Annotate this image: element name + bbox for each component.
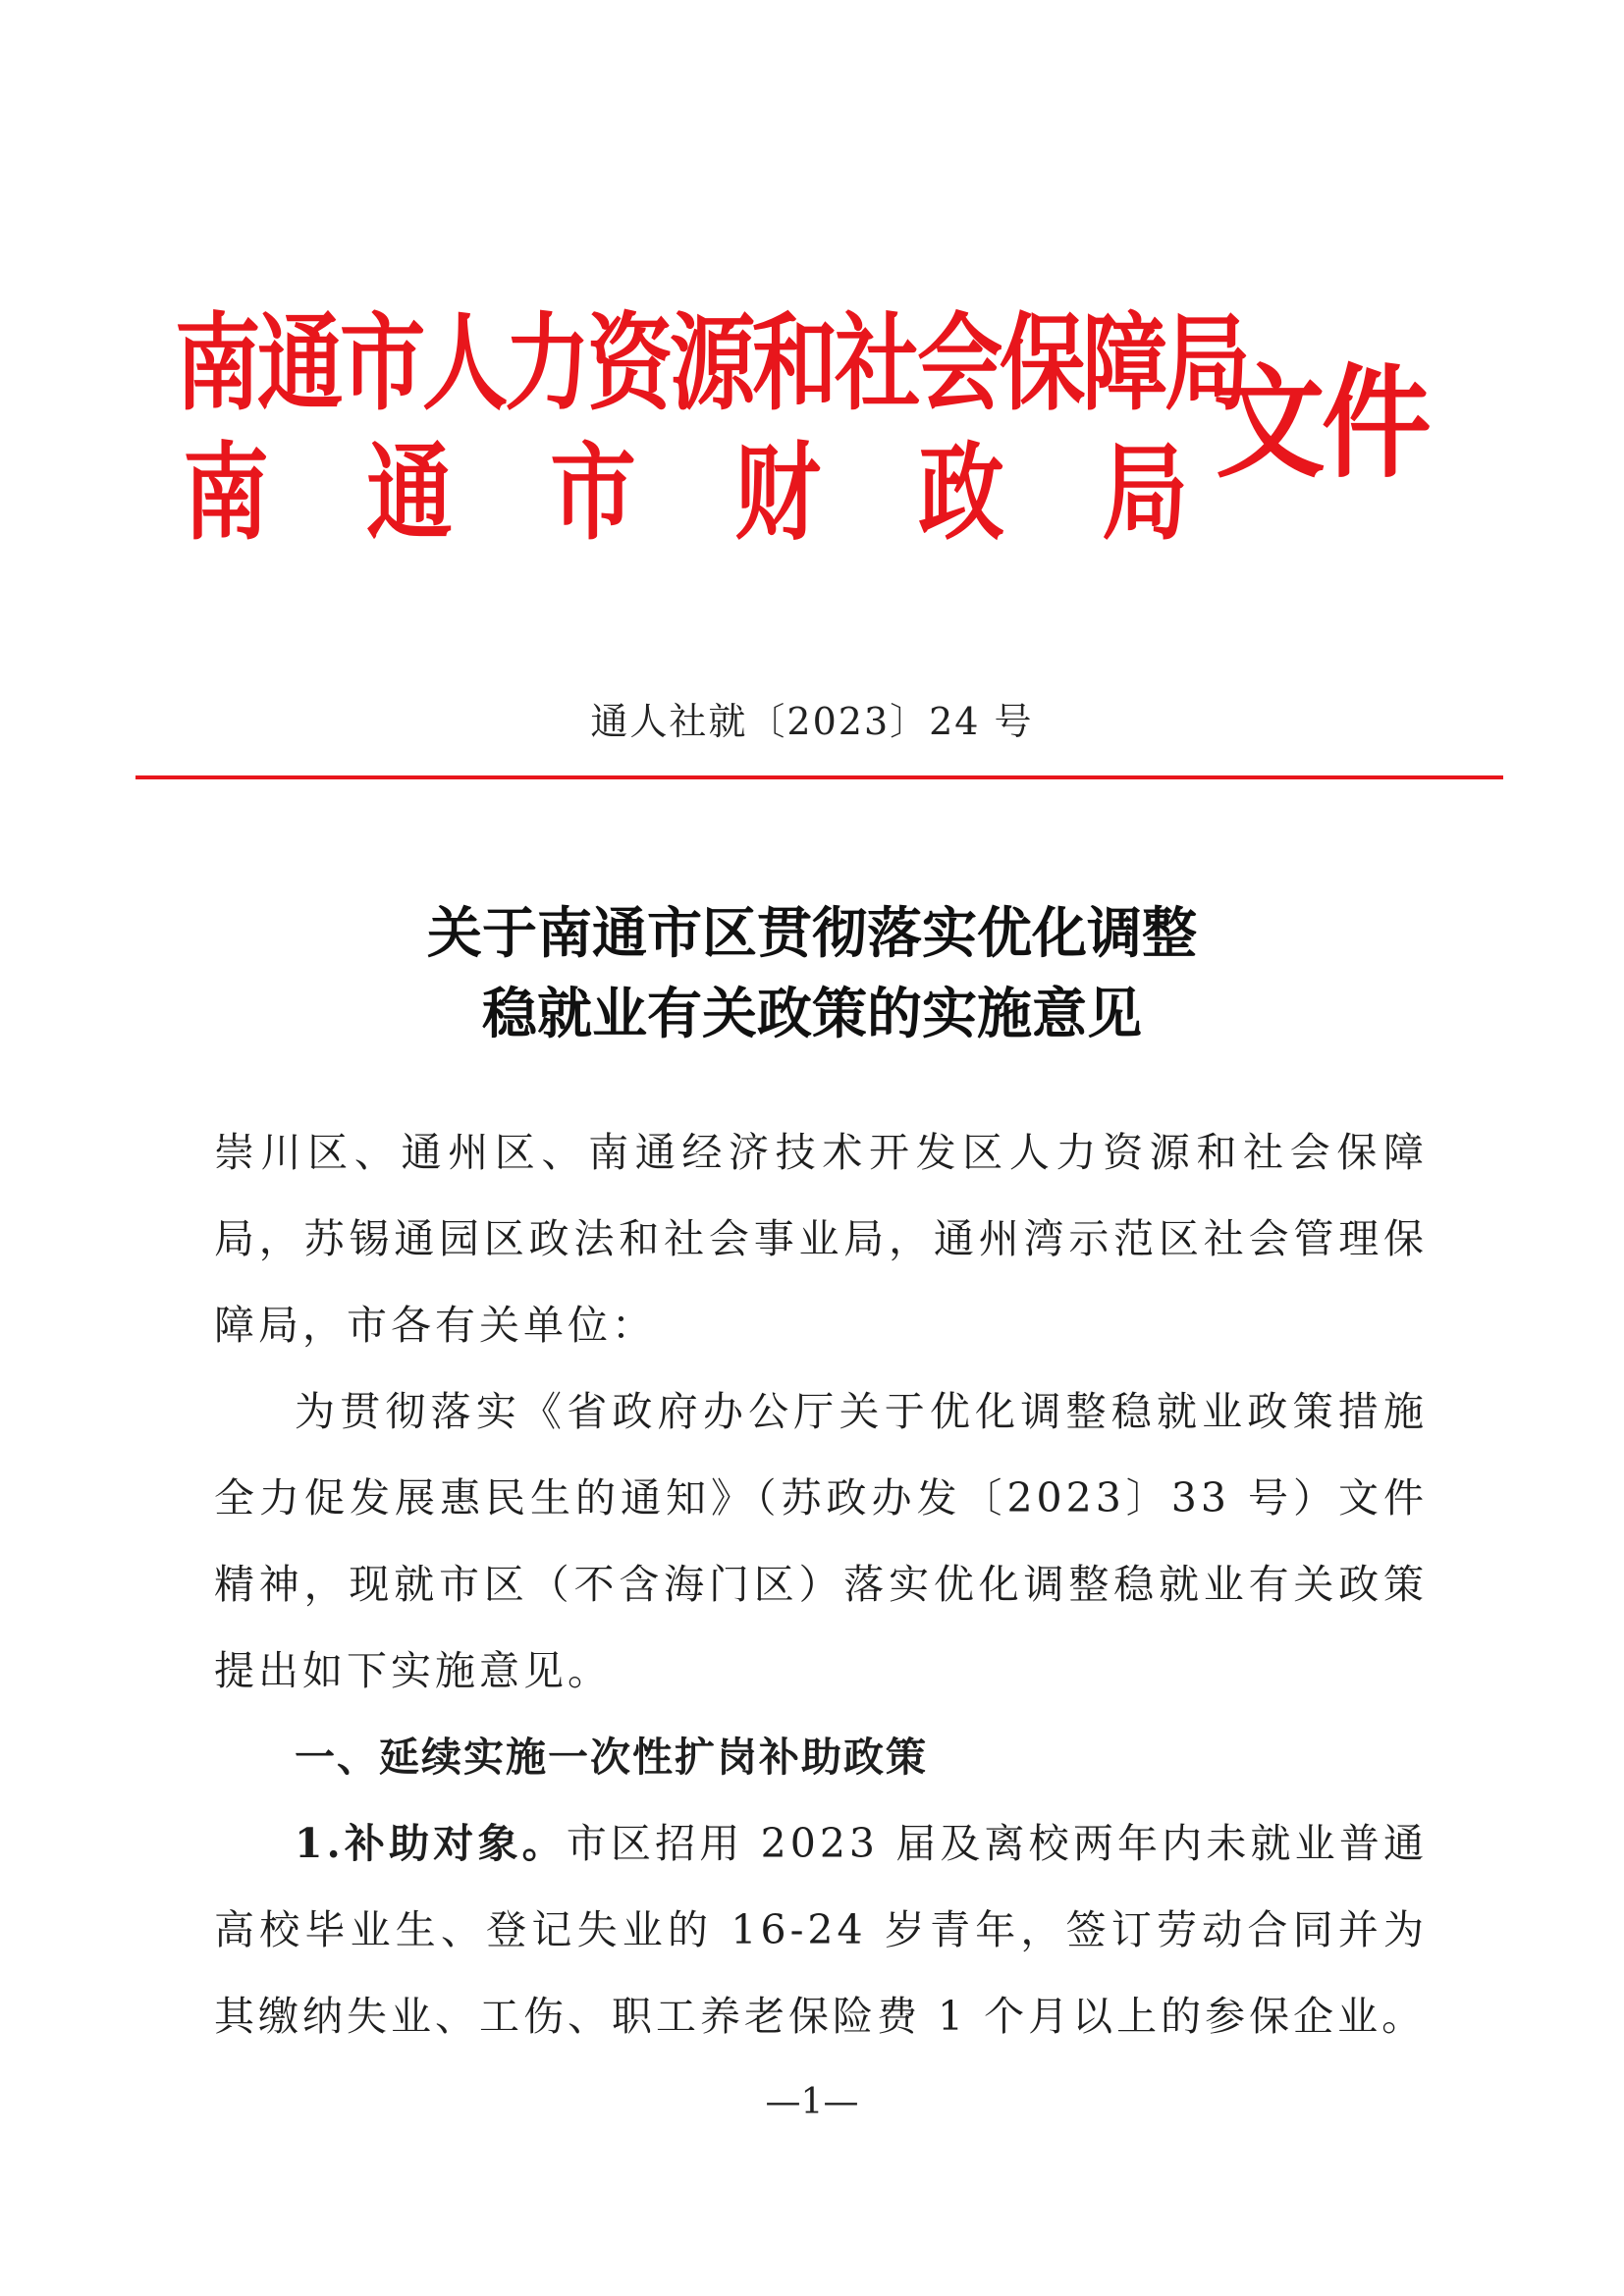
- letterhead-char: 财: [733, 430, 821, 555]
- item-lead: 1.补助对象。: [295, 1820, 567, 1867]
- title-line-2: 稳就业有关政策的实施意见: [482, 982, 1142, 1046]
- document-title: [0, 893, 1624, 1054]
- letterhead-char: 市: [550, 430, 637, 555]
- red-letterhead: [175, 294, 1429, 579]
- intro-paragraph: 为贯彻落实《省政府办公厅关于优化调整稳就业政策措施全力促发展惠民生的通知》（苏政办发〔2023〕33 号）文件精神，现就市区（不含海门区）落实优化调整稳就业有关政策提出如下实施意见。: [214, 1388, 1428, 1694]
- letterhead-char: 政: [918, 430, 1004, 555]
- letterhead-char: 局: [1102, 430, 1188, 555]
- item-text: 市区招用 2023 届及离校两年内未就业普通高校毕业生、登记失业的 16-24 岁青年，签订劳动合同并为其缴纳失业、工伤、职工养老保险费 1 个月以上的参保企业。: [214, 1820, 1428, 2040]
- letterhead-char: 南: [183, 430, 269, 555]
- letterhead-org-line-2: [175, 432, 1196, 554]
- letterhead-char: 通: [366, 430, 453, 555]
- letterhead-doc-type: 文件: [1216, 353, 1429, 495]
- addressees-paragraph: 崇川区、通州区、南通经济技术开发区人力资源和社会保障局，苏锡通园区政法和社会事业局，通州湾示范区社会管理保障局，市各有关单位：: [214, 1129, 1428, 1349]
- page-number: —1—: [765, 2082, 859, 2122]
- document-body: [214, 1109, 1428, 2059]
- title-line-1: 关于南通市区贯彻落实优化调整: [427, 901, 1197, 966]
- letterhead-org-line-1: 南通市人力资源和社会保障局: [175, 300, 1248, 425]
- section-heading: 一、延续实施一次性扩岗补助政策: [295, 1734, 928, 1781]
- red-divider-line: [135, 775, 1503, 779]
- document-number: 通人社就〔2023〕24 号: [590, 700, 1034, 743]
- item-paragraph: [214, 1800, 1428, 2059]
